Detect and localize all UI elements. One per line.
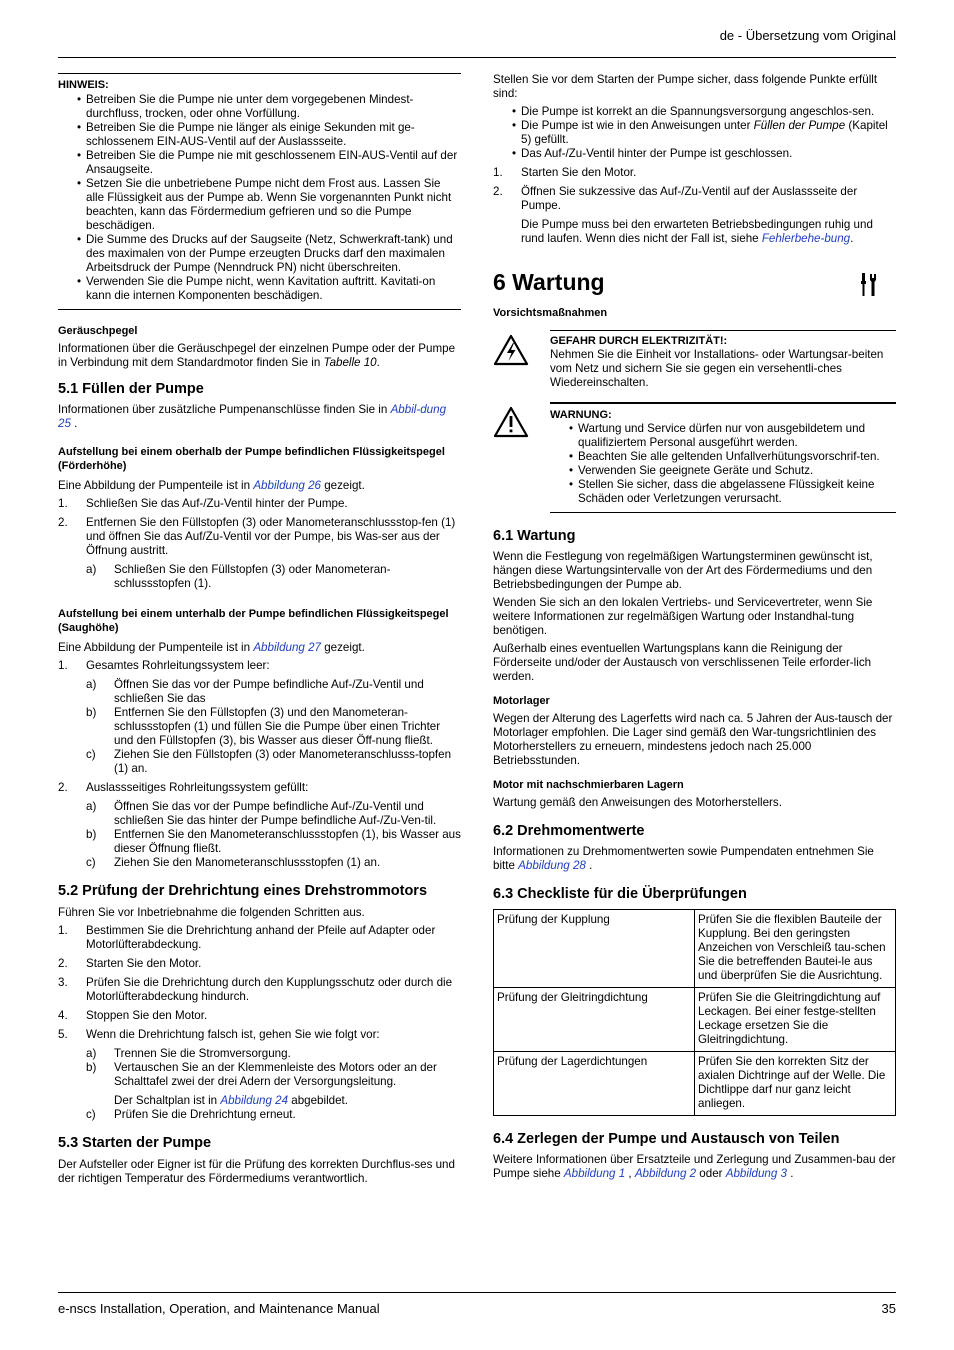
list-item: 3. Prüfen Sie die Drehrichtung durch den Kupplungsschutz oder durch die Motorlüfterabdeckung hindurch. [58, 976, 453, 1003]
section-6-4-title: 6.4 Zerlegen der Pumpe und Austausch von Teilen [493, 1131, 840, 1147]
list-item: • Die Pumpe ist korrekt an die Spannungsversorgung angeschlos-sen. [493, 105, 896, 119]
start-note: Die Pumpe muss bei den erwarteten Betriebsbedingungen ruhig und rund laufen. Wenn dies nicht der Fall ist, siehe Fehlerbehe-bung. [521, 218, 873, 245]
section-5-3-text: Der Aufsteller oder Eigner ist für die Prüfung des korrekten Durchflus-ses und der richtigen Temperatur des Fördermediums verantwortlich. [58, 1158, 455, 1185]
section-6-2-title: 6.2 Drehmomentwerte [493, 823, 645, 839]
list-item: • Setzen Sie die unbetriebene Pumpe nicht dem Frost aus. Lassen Sie alle Flüssigkeit aus der Pumpe ab. Wenn Sie vorgenannten Punkt nicht beachten, kann das Fördermedium gefrieren und so die Pumpe beschädigen. [58, 177, 461, 233]
list-item: b) Entfernen Sie den Füllstopfen (3) und den Manometeran-schlussstopfen (1) und füllen Sie die Pumpe über einen Trichter und den Füllstopfen (3), bis Wasser aus dieser Öff-nung fließt. [86, 706, 441, 747]
section-5-3-title: 5.3 Starten der Pumpe [58, 1135, 212, 1151]
hinweis-title: HINWEIS: [58, 79, 109, 91]
tabelle-ref: Tabelle 10 [323, 356, 377, 369]
danger-title: GEFAHR DURCH ELEKTRIZITÄT!: [550, 335, 728, 347]
vorsicht-title: Vorsichtsmaßnahmen [493, 307, 608, 319]
sub-list [86, 800, 461, 870]
warning-list [550, 422, 896, 506]
list-item: • Verwenden Sie geeignete Geräte und Schutz. [550, 464, 896, 478]
danger-box [550, 330, 896, 390]
list-item: • Betreiben Sie die Pumpe nie länger als einige Sekunden mit ge-schlossenem EIN-AUS-Ventil auf der Auslassseite. [58, 121, 461, 149]
footer-rule [58, 1292, 896, 1293]
list-item: 2. Entfernen Sie den Füllstopfen (3) oder Manometeranschlussstop-fen (1) und öffnen Sie das Auf/Zu-Ventil vor der Pumpe, bis Was-ser aus der Öffnung austritt. a) Schließen Sie den Füllstopfen (3) oder Manometeran-schlussstopfen (1). [58, 516, 461, 591]
subsection-foerderhoehe: Aufstellung bei einem oberhalb der Pumpe befindlichen Flüssigkeitspegel (Förderhöhe) [58, 446, 445, 472]
sub-list [86, 563, 461, 591]
table-cell: Prüfung der Gleitringdichtung [494, 988, 695, 1052]
electric-hazard-icon [493, 334, 529, 370]
sub-list [86, 1047, 461, 1122]
section-5-1-text: Informationen über zusätzliche Pumpenanschlüsse finden Sie in Abbil-dung 25 . [58, 403, 447, 430]
table-cell: Prüfung der Kupplung [494, 910, 695, 988]
list-item: a) Trennen Sie die Stromversorgung. [86, 1047, 291, 1060]
list-item: • Das Auf-/Zu-Ventil hinter der Pumpe ist geschlossen. [493, 147, 896, 161]
warning-callout [493, 402, 896, 513]
foerderhoehe-steps [58, 497, 461, 591]
right-column [493, 73, 896, 1185]
danger-callout [493, 330, 896, 390]
nachschmier-text: Wartung gemäß den Anweisungen des Motorherstellers. [493, 796, 782, 809]
list-item: 4. Stoppen Sie den Motor. [58, 1009, 208, 1022]
section-6-4-text: Weitere Informationen über Ersatzteile und Zerlegung und Zusammen-bau der Pumpe siehe Abbildung 1 , Abbildung 2 oder Abbildung 3 . [493, 1153, 896, 1180]
section-6-1-p1: Wenn die Festlegung von regelmäßigen Wartungsterminen gewünscht ist, hängen diese Wartungsintervalle von der Art des Fördermediums und den Betriebsbedingungen der Pumpe ab. [493, 550, 873, 591]
hinweis-list [58, 93, 461, 303]
section-5-2-intro: Führen Sie vor Inbetriebnahme die folgenden Schritten aus. [58, 906, 365, 919]
list-item: • Wartung und Service dürfen nur von ausgebildetem und qualifiziertem Personal ausgeführt werden. [550, 422, 896, 450]
list-item: c) Prüfen Sie die Drehrichtung erneut. [86, 1108, 296, 1121]
list-item: c) Ziehen Sie den Füllstopfen (3) oder Manometeranschlusss-topfen (1) an. [86, 748, 452, 775]
list-item: 1. Starten Sie den Motor. [493, 166, 637, 179]
abbildung-26-link[interactable]: Abbildung 26 [253, 479, 322, 492]
list-item: 2. Öffnen Sie sukzessive das Auf-/Zu-Ventil auf der Auslassseite der Pumpe. Die Pumpe muss bei den erwarteten Betriebsbedingungen ruhig und rund laufen. Wenn dies nicht der Fall ist, siehe Fehlerbehe-bung. [493, 185, 896, 246]
list-item: 2. Auslassseitiges Rohrleitungssystem gefüllt: a) Öffnen Sie das vor der Pumpe befindliche Auf-/Zu-Ventil und schließen Sie das hinter der Pumpe befindliche Auf-/Zu-Ven-til. b) Entfernen Sie den Manometeranschlussstopfen (1), bis Wasser aus dieser Öffnung fließt. c) Ziehen Sie den Manometeranschlussstopfen (1) an. [58, 781, 461, 869]
wrench-screwdriver-icon [860, 272, 878, 304]
section-5-1-title: 5.1 Füllen der Pumpe [58, 381, 204, 397]
list-item: 2. Starten Sie den Motor. [58, 957, 202, 970]
list-item: • Stellen Sie sicher, dass die abgelassene Flüssigkeit keine Schäden oder Verletzungen verursacht. [550, 478, 896, 506]
saughoehe-steps [58, 659, 461, 870]
table-cell: Prüfen Sie die Gleitringdichtung auf Leckagen. Bei einer festge-stellten Leckage ersetzen Sie die Gleitringdichtung. [695, 988, 896, 1052]
footer-title: e-nscs Installation, Operation, and Maintenance Manual [58, 1301, 380, 1316]
start-intro: Stellen Sie vor dem Starten der Pumpe sicher, dass folgende Punkte erfüllt sind: [493, 73, 878, 100]
list-item: • Betreiben Sie die Pumpe nie mit geschlossenem EIN-AUS-Ventil auf der Ansaugseite. [58, 149, 461, 177]
list-item: 1. Bestimmen Sie die Drehrichtung anhand der Pfeile auf Adapter oder Motorlüfterabdeckung. [58, 924, 436, 951]
section-6-1-p3: Außerhalb eines eventuellen Wartungsplans kann die Reinigung der Förderseite und/oder der Austausch von verschlissenen Teile erforder-lich werden. [493, 642, 872, 683]
header-language: de - Übersetzung vom Original [719, 28, 896, 43]
list-item: 1. Gesamtes Rohrleitungssystem leer: a) Öffnen Sie das vor der Pumpe befindliche Auf-/Zu-Ventil und schließen Sie das b) Entfernen Sie den Füllstopfen (3) und den Manometeran-schlussstopfen (1) und füllen Sie die Pumpe über einen Trichter und den Füllstopfen (3), bis Wasser aus dieser Öff-nung fließt. c) Ziehen Sie den Füllstopfen (3) oder Manometeranschlusss-topfen (1) an. [58, 659, 461, 776]
foerderhoehe-intro: Eine Abbildung der Pumpenteile ist in Abbildung 26 gezeigt. [58, 479, 365, 492]
saughoehe-intro: Eine Abbildung der Pumpenteile ist in Abbildung 27 gezeigt. [58, 641, 365, 654]
warning-icon [493, 406, 529, 442]
list-item: c) Ziehen Sie den Manometeranschlussstopfen (1) an. [86, 856, 381, 869]
list-item: b) Vertauschen Sie an der Klemmenleiste des Motors oder an der Schalttafel zwei der drei Adern der Versorgungsleitung. [86, 1061, 437, 1088]
abbildung-27-link[interactable]: Abbildung 27 [253, 641, 322, 654]
list-item: a) Öffnen Sie das vor der Pumpe befindliche Auf-/Zu-Ventil und schließen Sie das hinter der Pumpe befindliche Auf-/Zu-Ven-til. [86, 800, 437, 827]
list-item: • Verwenden Sie die Pumpe nicht, wenn Kavitation auftritt. Kavitati-on kann die internen Komponenten beschädigen. [58, 275, 461, 303]
table-row [494, 910, 896, 988]
list-item: 5. Wenn die Drehrichtung falsch ist, gehen Sie wie folgt vor: a) Trennen Sie die Stromversorgung. b) Vertauschen Sie an der Klemmenleiste des Motors oder an der Schalttafel zwei der drei Adern der Versorgungsleitung. Der Schaltplan ist in Abbildung 24 abgebildet. c) Prüfen Sie die Drehrichtung erneut. [58, 1028, 461, 1122]
schaltplan-note: Der Schaltplan ist in Abbildung 24 abgebildet. [114, 1094, 348, 1107]
page-number: 35 [881, 1301, 896, 1316]
nachschmier-title: Motor mit nachschmierbaren Lagern [493, 779, 684, 791]
abbildung-24-link[interactable]: Abbildung 24 [220, 1094, 289, 1107]
danger-text: Nehmen Sie die Einheit vor Installations- oder Wartungsar-beiten vom Netz und sichern Sie sie gegen ein versehentli-ches Wiedereinschalten. [550, 348, 884, 389]
abbildung-25-link[interactable]: Abbil-dung 25 [58, 403, 447, 430]
subsection-saughoehe: Aufstellung bei einem unterhalb der Pumpe befindlichen Flüssigkeitspegel (Saughöhe) [58, 608, 449, 634]
table-cell: Prüfen Sie den korrekten Sitz der axialen Dichtringe auf der Welle. Die Dichtlippe darf nur ganz leicht anliegen. [695, 1052, 896, 1116]
table-cell: Prüfen Sie die flexiblen Bauteile der Kupplung. Bei den geringsten Anzeichen von Verschleiß tau-schen Sie die betreffenden Bautei-le aus und überprüfen Sie die Ausrichtung. [695, 910, 896, 988]
section-6-1-p2: Wenden Sie sich an den lokalen Vertriebs- und Servicevertreter, wenn Sie weitere Informationen zur regelmäßigen Wartung oder Instandhal-tung benötigen. [493, 596, 873, 637]
section-6-2-text: Informationen zu Drehmomentwerten sowie Pumpendaten entnehmen Sie bitte Abbildung 28 . [493, 845, 874, 872]
list-item: b) Entfernen Sie den Manometeranschlussstopfen (1), bis Wasser aus dieser Öffnung fließt. [86, 828, 461, 855]
list-item: a) Öffnen Sie das vor der Pumpe befindliche Auf-/Zu-Ventil und schließen Sie das [86, 678, 424, 705]
abbildung-1-link[interactable]: Abbildung 1 [563, 1167, 626, 1180]
fehlerbehebung-link[interactable]: Fehlerbehe-bung [761, 232, 851, 245]
header-rule [58, 57, 896, 58]
geraeusch-title: Geräuschpegel [58, 325, 138, 337]
chapter-6-title: 6 Wartung [493, 268, 896, 296]
section-6-1-title: 6.1 Wartung [493, 528, 576, 544]
list-item: 1. Schließen Sie das Auf-/Zu-Ventil hinter der Pumpe. [58, 497, 348, 510]
motorlager-title: Motorlager [493, 695, 550, 707]
hinweis-note [58, 73, 461, 310]
warning-title: WARNUNG: [550, 409, 612, 421]
list-item: • Beachten Sie alle geltenden Unfallverhütungsvorschrif-ten. [550, 450, 896, 464]
left-column [58, 73, 461, 1190]
table-row [494, 1052, 896, 1116]
checklist-table [493, 909, 896, 1116]
start-checklist [493, 105, 896, 161]
abbildung-3-link[interactable]: Abbildung 3 [725, 1167, 787, 1180]
drehrichtung-steps [58, 924, 461, 1122]
section-6-3-title: 6.3 Checkliste für die Überprüfungen [493, 886, 747, 902]
abbildung-28-link[interactable]: Abbildung 28 [518, 859, 586, 872]
motorlager-text: Wegen der Alterung des Lagerfetts wird nach ca. 5 Jahren der Aus-tausch der Motorlager empfohlen. Die Lager sind gemäß den War-tungsrichtlinien des Motorherstellers zu erneuern, mindestens jedoch nach 25.000 Betriebsstunden. [493, 712, 893, 767]
table-cell: Prüfung der Lagerdichtungen [494, 1052, 695, 1116]
list-item: a) Schließen Sie den Füllstopfen (3) oder Manometeran-schlussstopfen (1). [86, 563, 391, 590]
start-steps [493, 166, 896, 246]
warning-box [550, 402, 896, 513]
table-row [494, 988, 896, 1052]
list-item: • Die Pumpe ist wie in den Anweisungen unter Füllen der Pumpe (Kapitel 5) gefüllt. [493, 119, 896, 147]
list-item: • Die Summe des Drucks auf der Saugseite (Netz, Schwerkraft-tank) und des maximalen von der Pumpe erzeugten Drucks darf den maximalen Arbeitsdruck der Pumpe (Nenndruck PN) nicht überschreiten. [58, 233, 461, 275]
abbildung-2-link[interactable]: Abbildung 2 [634, 1167, 697, 1180]
list-item: • Betreiben Sie die Pumpe nie unter dem vorgegebenen Mindest-durchfluss, trocken, oder ohne Vorfüllung. [58, 93, 461, 121]
section-5-2-title: 5.2 Prüfung der Drehrichtung eines Drehstrommotors [58, 883, 428, 899]
geraeusch-text: Informationen über die Geräuschpegel der einzelnen Pumpe oder der Pumpe in Verbindung mit dem Standardmotor finden Sie in Tabelle 10. [58, 342, 456, 369]
sub-list [86, 678, 461, 776]
